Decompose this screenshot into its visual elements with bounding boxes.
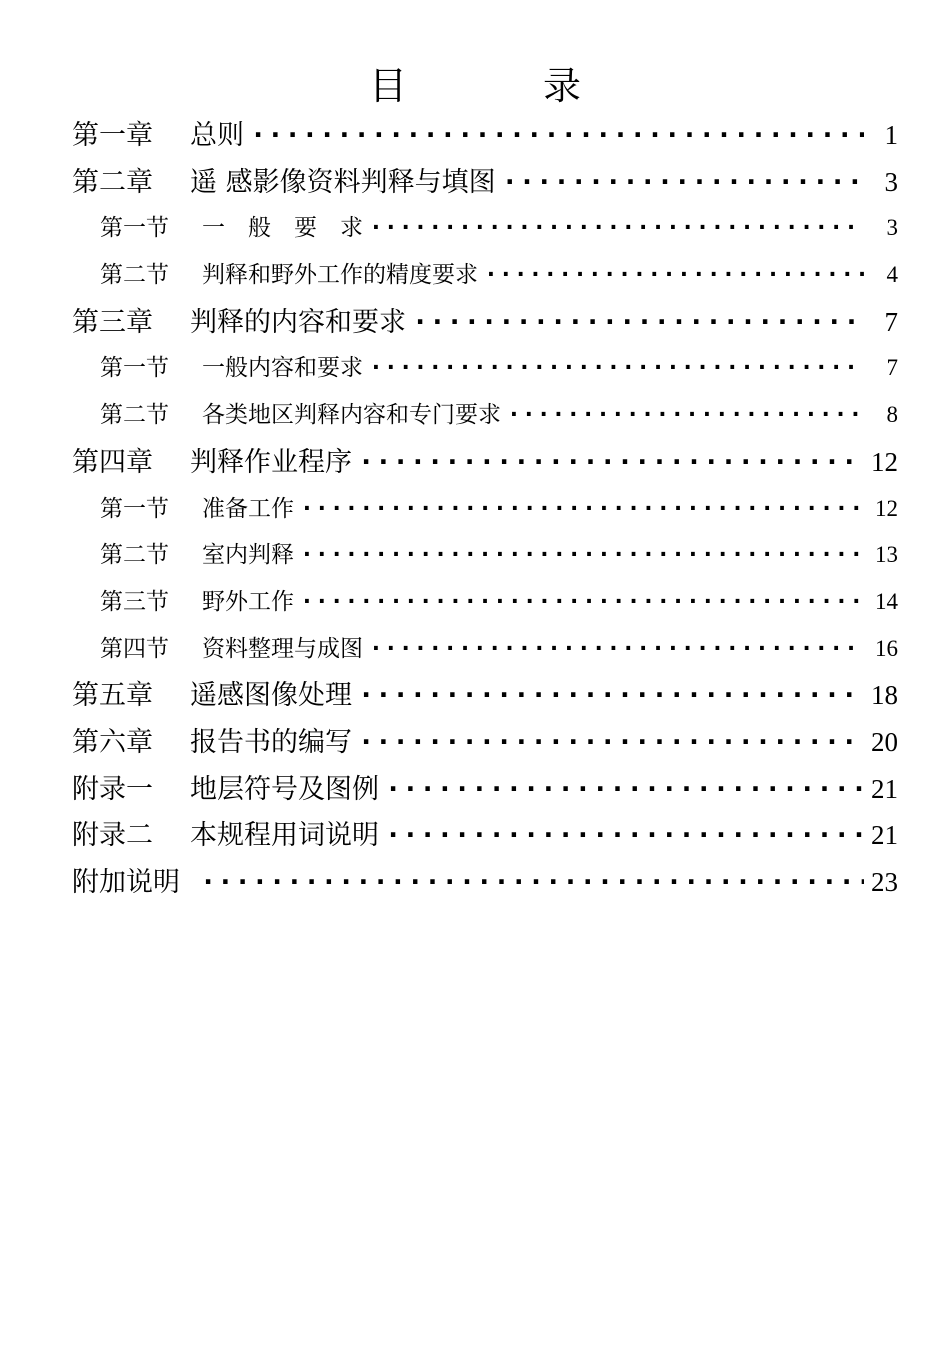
toc-entry[interactable] xyxy=(72,532,898,579)
toc-page-number: 1 xyxy=(884,120,898,150)
dot-leader xyxy=(250,113,864,160)
toc-label xyxy=(72,160,496,207)
toc-label xyxy=(100,392,501,439)
toc-label xyxy=(100,532,294,579)
toc-label xyxy=(100,345,363,392)
toc-entry[interactable] xyxy=(72,766,898,813)
toc-page-number: 7 xyxy=(886,355,898,381)
toc-label xyxy=(72,113,244,160)
toc-entry[interactable] xyxy=(72,719,898,766)
toc-entry-number: 第一章 xyxy=(72,120,153,151)
toc-entry-number: 第二章 xyxy=(72,166,153,198)
toc-entry[interactable] xyxy=(72,812,898,859)
toc-entry-number: 第六章 xyxy=(72,726,153,758)
toc-page-number: 18 xyxy=(871,680,898,711)
table-of-contents xyxy=(72,112,898,906)
toc-label xyxy=(72,767,379,814)
toc-label xyxy=(100,252,478,299)
toc-entry[interactable] xyxy=(72,579,898,626)
toc-page-number: 16 xyxy=(875,635,898,661)
toc-entry-number: 附加说明 xyxy=(72,867,180,898)
toc-entry-title: 资料整理与成图 xyxy=(202,635,363,662)
dot-leader xyxy=(369,345,864,392)
toc-page-number: 21 xyxy=(871,820,898,851)
toc-entry-title: 室内判释 xyxy=(202,542,294,569)
toc-entry[interactable] xyxy=(72,205,898,252)
toc-entry-title: 遥 感影像资料判释与填图 xyxy=(190,166,496,198)
toc-entry-number: 第二节 xyxy=(100,542,169,569)
toc-entry[interactable] xyxy=(72,345,898,392)
toc-page-number: 3 xyxy=(886,215,898,241)
toc-entry-title: 判释作业程序 xyxy=(190,446,352,478)
toc-entry[interactable] xyxy=(72,672,898,719)
toc-entry-title: 一般内容和要求 xyxy=(202,355,363,382)
toc-label xyxy=(100,486,294,533)
toc-page-number: 8 xyxy=(886,402,898,428)
dot-leader xyxy=(385,813,864,860)
dot-leader xyxy=(369,626,864,673)
toc-entry-number: 第三节 xyxy=(100,588,169,615)
toc-entry[interactable] xyxy=(72,112,898,159)
toc-page-number: 14 xyxy=(875,588,898,614)
toc-entry-title: 各类地区判释内容和专门要求 xyxy=(202,402,501,429)
toc-entry[interactable] xyxy=(72,626,898,673)
dot-leader xyxy=(300,532,864,579)
toc-label xyxy=(72,860,194,907)
toc-entry-number: 第四章 xyxy=(72,446,153,478)
toc-label xyxy=(100,626,363,673)
toc-entry-title: 总则 xyxy=(190,120,244,151)
toc-page-number: 12 xyxy=(871,446,898,477)
toc-entry-number: 第四节 xyxy=(100,635,169,662)
toc-entry-title: 地层符号及图例 xyxy=(190,773,379,805)
toc-page-number: 12 xyxy=(875,495,898,521)
dot-leader xyxy=(484,252,864,299)
toc-page-number: 21 xyxy=(871,773,898,804)
toc-label xyxy=(72,440,352,487)
toc-page-number: 20 xyxy=(871,726,898,757)
toc-entry-title: 一 般 要 求 xyxy=(202,215,363,242)
toc-entry-title: 报告书的编写 xyxy=(190,726,352,758)
toc-entry-title: 野外工作 xyxy=(202,588,294,615)
toc-entry[interactable] xyxy=(72,252,898,299)
toc-entry-number: 附录一 xyxy=(72,773,153,805)
dot-leader xyxy=(358,440,864,487)
toc-label xyxy=(72,300,406,347)
dot-leader xyxy=(369,205,864,252)
toc-entry[interactable] xyxy=(72,299,898,346)
toc-entry[interactable] xyxy=(72,859,898,906)
dot-leader xyxy=(200,860,864,907)
toc-entry-title: 本规程用词说明 xyxy=(190,820,379,852)
toc-entry[interactable] xyxy=(72,159,898,206)
toc-label xyxy=(72,673,352,720)
dot-leader xyxy=(507,392,864,439)
toc-label xyxy=(100,205,363,252)
toc-entry-number: 第二节 xyxy=(100,262,169,289)
toc-entry-title: 准备工作 xyxy=(202,495,294,522)
toc-entry[interactable] xyxy=(72,439,898,486)
toc-label xyxy=(72,813,379,860)
dot-leader xyxy=(358,673,864,720)
toc-entry-number: 第一节 xyxy=(100,495,169,522)
toc-page-number: 13 xyxy=(875,542,898,568)
toc-page-number: 3 xyxy=(884,166,898,197)
toc-entry-title: 遥感图像处理 xyxy=(190,680,352,712)
toc-page-number: 4 xyxy=(886,262,898,288)
toc-entry-title: 判释和野外工作的精度要求 xyxy=(202,262,478,289)
toc-entry-number: 第一节 xyxy=(100,355,169,382)
toc-page-number: 23 xyxy=(871,867,898,897)
dot-leader xyxy=(502,160,864,207)
toc-entry-number: 第五章 xyxy=(72,680,153,712)
toc-entry-number: 第三章 xyxy=(72,306,153,338)
toc-entry-number: 第一节 xyxy=(100,215,169,242)
dot-leader xyxy=(358,720,864,767)
toc-label xyxy=(100,579,294,626)
dot-leader xyxy=(300,486,864,533)
toc-entry[interactable] xyxy=(72,392,898,439)
toc-entry[interactable] xyxy=(72,486,898,533)
toc-entry-title: 判释的内容和要求 xyxy=(190,306,406,338)
toc-page-number: 7 xyxy=(884,306,898,337)
dot-leader xyxy=(300,579,864,626)
page-title: 目 录 xyxy=(368,64,644,108)
toc-entry-number: 第二节 xyxy=(100,402,169,429)
toc-entry-number: 附录二 xyxy=(72,820,153,852)
dot-leader xyxy=(412,300,864,347)
toc-label xyxy=(72,720,352,767)
dot-leader xyxy=(385,767,864,814)
